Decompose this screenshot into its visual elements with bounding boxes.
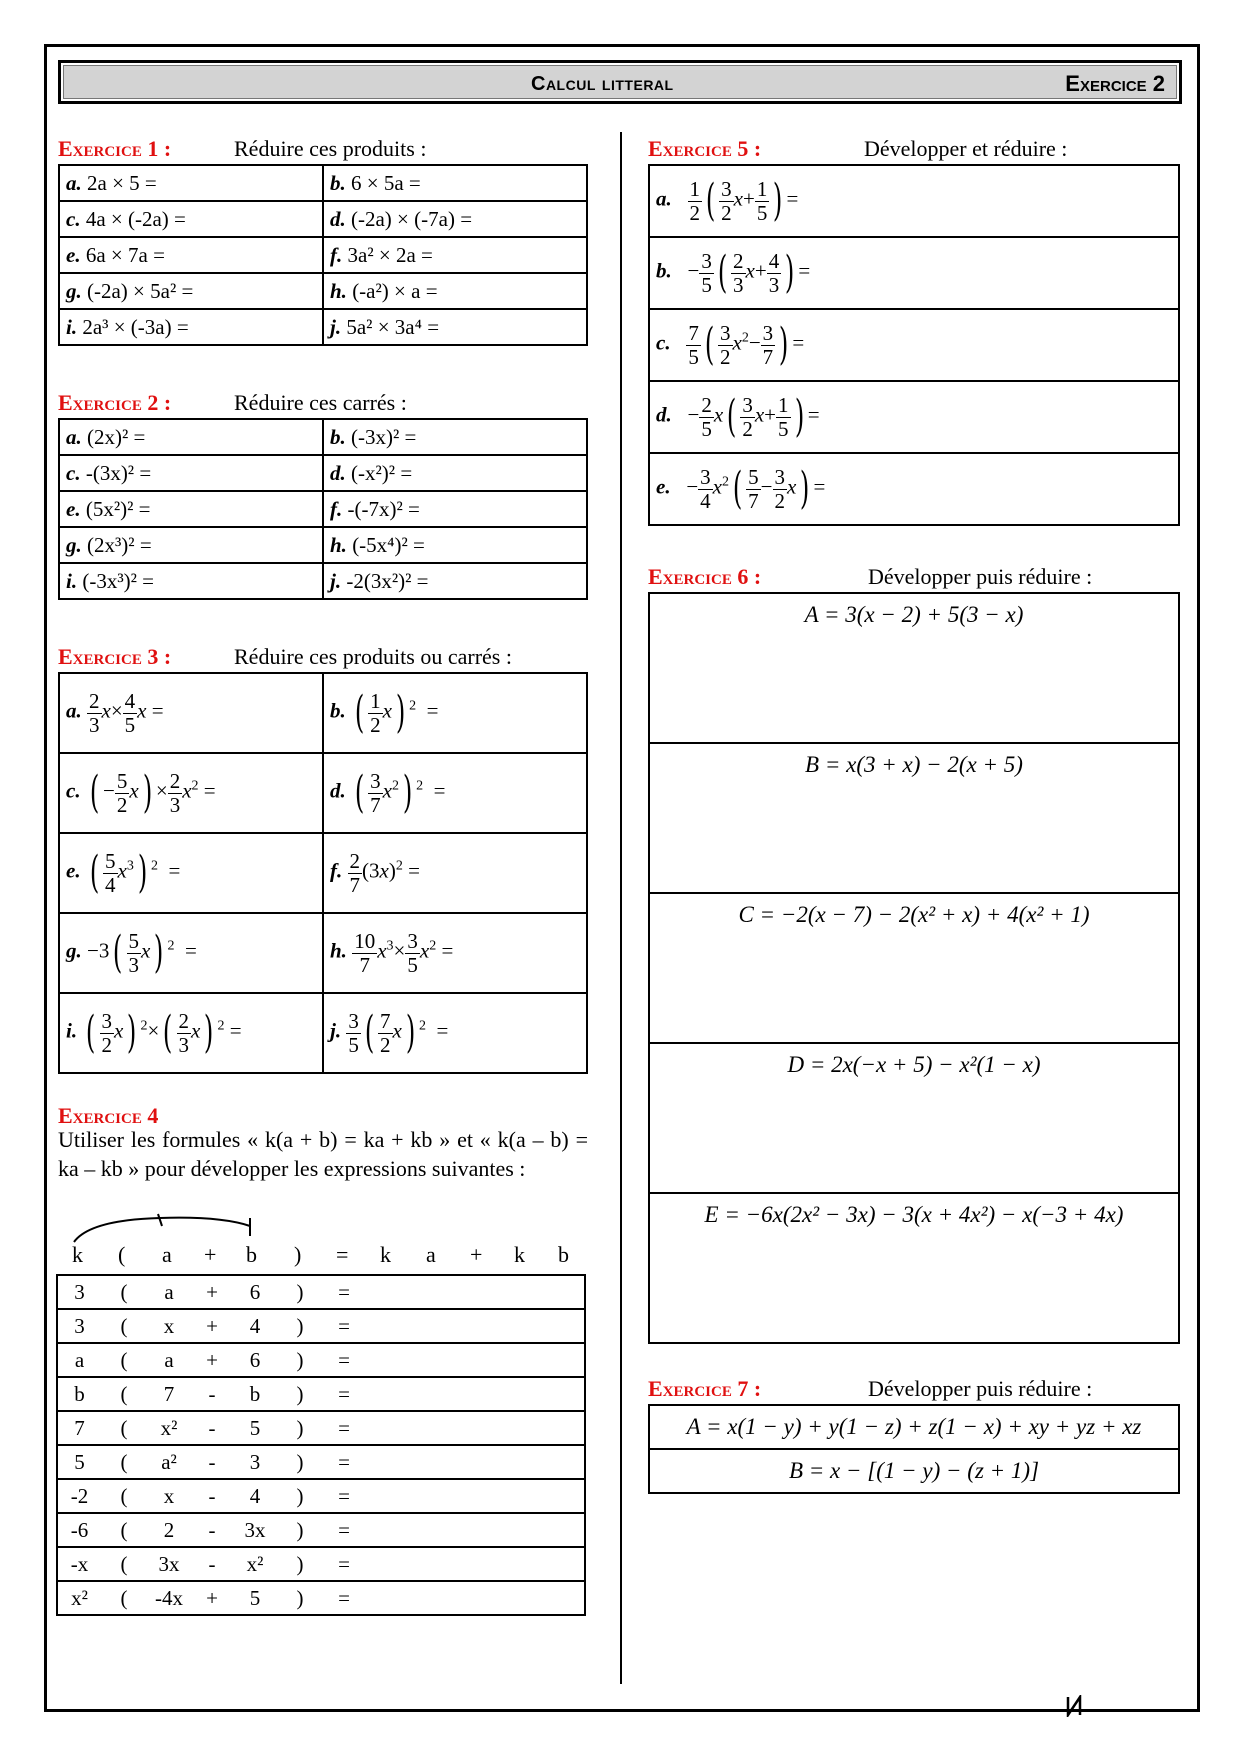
ex3-cell-j: j. $\frac{3}{5}$ ( $\frac{7}{2}$ x) $^2$ = — [323, 993, 587, 1073]
ex4-title: Exercice 4 — [58, 1103, 159, 1128]
ex5-cell-a: a. $\frac{1}{2}$ ( $\frac{3}{2}$ x+ $\frac{1}{5}$ ) = — [649, 165, 1179, 237]
ex5-cell-e: e. − $\frac{3}{4}$ $x^2$( $\frac{5}{7}$ − $\frac{3}{2}$ x) = — [649, 453, 1179, 525]
ex3-cell-g: g. −3( $\frac{5}{3}$ x) $^2$ = — [59, 913, 323, 993]
page-header — [58, 60, 1182, 104]
ex7-instruction: Développer puis réduire : — [868, 1376, 1093, 1401]
ex3-cell-a: a. $\frac{2}{3}$ x× $\frac{4}{5}$ x = — [59, 673, 323, 753]
ex2-cell: b. (-3x)² = — [323, 419, 587, 455]
ex4-instruction: Utiliser les formules « k(a + b) = ka + kb » et « k(a – b) = ka – kb » pour développer les expressions suivantes : — [58, 1127, 588, 1181]
ex6-expr-b: B = x(3 + x) − 2(x + 5) — [649, 743, 1179, 893]
ex7-expr-a: A = x(1 − y) + y(1 − z) + z(1 − x) + xy + yz + xz — [649, 1405, 1179, 1449]
ex1-cell: c. 4a × (-2a) = — [59, 201, 323, 237]
formula-close-paren: ) — [294, 1242, 302, 1267]
ex2-instruction: Réduire ces carrés : — [234, 390, 407, 415]
ex6-title: Exercice 6 : — [648, 564, 762, 589]
ex1-cell: h. (-a²) × a = — [323, 273, 587, 309]
formula-b: b — [246, 1242, 257, 1267]
ex4-row: 5 ( a² - 3 ) = — [57, 1445, 585, 1479]
ex4-row: -2 ( x - 4 ) = — [57, 1479, 585, 1513]
ex2-cell: f. -(-7x)² = — [323, 491, 587, 527]
ex2-title: Exercice 2 : — [58, 390, 172, 415]
ex3-cell-h: h. $\frac{10}{7}$ $x^3\times$ $\frac{3}{5}$ $x^2$ = — [323, 913, 587, 993]
ex6-expr-c: C = −2(x − 7) − 2(x² + x) + 4(x² + 1) — [649, 893, 1179, 1043]
ex4-formula-header — [58, 1242, 588, 1272]
formula-plus: + — [204, 1242, 217, 1267]
ex2-cell: i. (-3x³)² = — [59, 563, 323, 599]
ex4-row: x² ( -4x + 5 ) = — [57, 1581, 585, 1615]
ex6-expr-e: E = −6x(2x² − 3x) − 3(x + 4x²) − x(−3 + 4x) — [649, 1193, 1179, 1343]
formula-k: k — [72, 1242, 83, 1267]
ex1-instruction: Réduire ces produits : — [234, 136, 427, 161]
ex3-instruction: Réduire ces produits ou carrés : — [234, 644, 512, 669]
column-divider — [620, 132, 622, 1684]
formula-open-paren: ( — [118, 1242, 126, 1267]
ex1-cell: i. 2a³ × (-3a) = — [59, 309, 323, 345]
ex2-cell: a. (2x)² = — [59, 419, 323, 455]
ex2-table — [58, 418, 588, 600]
ex6-table — [648, 592, 1180, 1344]
ex6-expr-d: D = 2x(−x + 5) − x²(1 − x) — [649, 1043, 1179, 1193]
ex5-table — [648, 164, 1180, 526]
ex2-cell: d. (-x²)² = — [323, 455, 587, 491]
ex4-row: -x ( 3x - x² ) = — [57, 1547, 585, 1581]
exercise-number: Exercice 2 — [1065, 71, 1165, 96]
ex1-cell: f. 3a² × 2a = — [323, 237, 587, 273]
ex5-cell-c: c. $\frac{7}{5}$ ( $\frac{3}{2}$ $x^2-$ $\frac{3}{7}$ ) = — [649, 309, 1179, 381]
ex2-cell: j. -2(3x²)² = — [323, 563, 587, 599]
ex5-cell-b: b. − $\frac{3}{5}$ ( $\frac{2}{3}$ x+ $\frac{4}{3}$ ) = — [649, 237, 1179, 309]
ex1-title: Exercice 1 : — [58, 136, 172, 161]
formula-plus: + — [470, 1242, 483, 1267]
ex1-cell: d. (-2a) × (-7a) = — [323, 201, 587, 237]
page-title: Calcul litteral — [531, 73, 674, 95]
ex4-row: b ( 7 - b ) = — [57, 1377, 585, 1411]
ex2-cell: e. (5x²)² = — [59, 491, 323, 527]
ex4-row: -6 ( 2 - 3x ) = — [57, 1513, 585, 1547]
ex1-cell: e. 6a × 7a = — [59, 237, 323, 273]
ex6-expr-a: A = 3(x − 2) + 5(3 − x) — [649, 593, 1179, 743]
corner-mark-icon — [1066, 1695, 1096, 1717]
ex2-cell: h. (-5x⁴)² = — [323, 527, 587, 563]
ex3-cell-d: d. ( $\frac{3}{7}$ $x^2$) $^2$ = — [323, 753, 587, 833]
formula-equals: = — [336, 1242, 349, 1267]
ex3-title: Exercice 3 : — [58, 644, 172, 669]
formula-k: k — [380, 1242, 391, 1267]
ex2-cell: c. -(3x)² = — [59, 455, 323, 491]
ex5-title: Exercice 5 : — [648, 136, 762, 161]
ex3-cell-e: e. ( $\frac{5}{4}$ $x^3$) $^2$ = — [59, 833, 323, 913]
ex7-table — [648, 1404, 1180, 1494]
ex3-table — [58, 672, 588, 1074]
ex3-cell-i: i. ( $\frac{3}{2}$ x) $^2$×( $\frac{2}{3}$ x) $^2$ = — [59, 993, 323, 1073]
ex4-table — [56, 1274, 586, 1616]
ex5-instruction: Développer et réduire : — [864, 136, 1068, 161]
ex4-row: 3 ( a + 6 ) = — [57, 1275, 585, 1309]
formula-a: a — [426, 1242, 436, 1267]
ex3-cell-f: f. $\frac{2}{7}$ $(3x)^2$ = — [323, 833, 587, 913]
ex7-title: Exercice 7 : — [648, 1376, 762, 1401]
ex1-cell: b. 6 × 5a = — [323, 165, 587, 201]
ex5-cell-d: d. − $\frac{2}{5}$ x( $\frac{3}{2}$ x+ $\frac{1}{5}$ ) = — [649, 381, 1179, 453]
ex3-cell-b: b. ( $\frac{1}{2}$ x) $^2$ = — [323, 673, 587, 753]
formula-a: a — [162, 1242, 172, 1267]
ex7-expr-b: B = x − [(1 − y) − (z + 1)] — [649, 1449, 1179, 1493]
ex6-instruction: Développer puis réduire : — [868, 564, 1093, 589]
ex1-table — [58, 164, 588, 346]
ex1-cell: a. 2a × 5 = — [59, 165, 323, 201]
ex4-row: 3 ( x + 4 ) = — [57, 1309, 585, 1343]
ex4-row: 7 ( x² - 5 ) = — [57, 1411, 585, 1445]
ex3-cell-c: c. ( − $\frac{5}{2}$ x) × $\frac{2}{3}$ $x^2$ = — [59, 753, 323, 833]
ex1-cell: g. (-2a) × 5a² = — [59, 273, 323, 309]
formula-b: b — [558, 1242, 569, 1267]
ex2-cell: g. (2x³)² = — [59, 527, 323, 563]
formula-k: k — [514, 1242, 525, 1267]
ex1-cell: j. 5a² × 3a⁴ = — [323, 309, 587, 345]
ex4-row: a ( a + 6 ) = — [57, 1343, 585, 1377]
